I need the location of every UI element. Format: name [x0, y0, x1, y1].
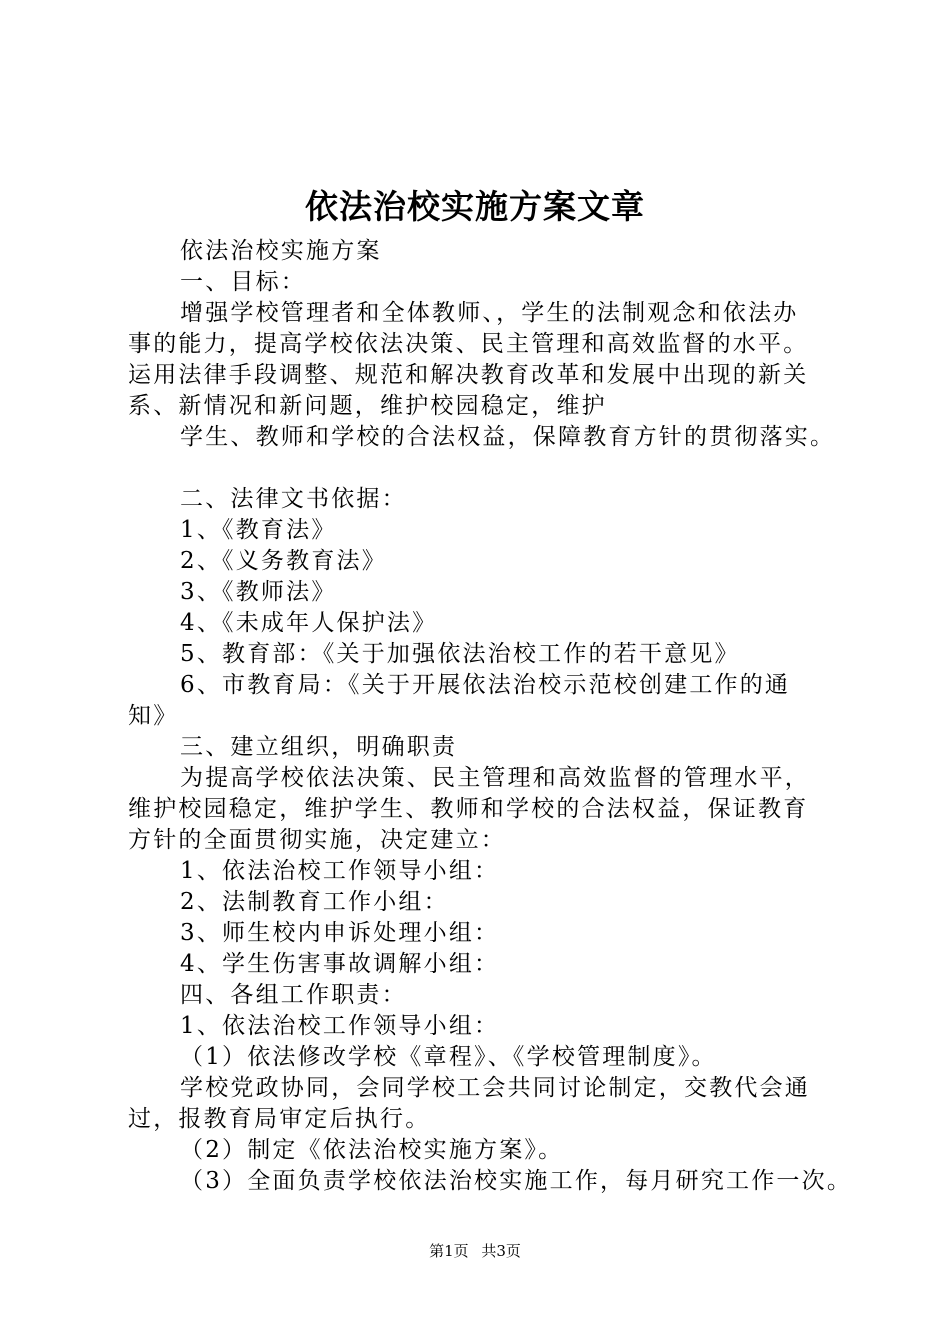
text-line: 学生、教师和学校的合法权益，保障教育方针的贯彻落实。: [180, 424, 836, 450]
text-line: 6、市教育局：《关于开展依法治校示范校创建工作的通: [180, 672, 791, 698]
blank-line: [128, 453, 840, 484]
text-line: 4、学生伤害事故调解小组：: [180, 951, 500, 977]
page-number: 第1页: [429, 1242, 469, 1260]
text-line: 方针的全面贯彻实施，决定建立：: [128, 827, 506, 853]
text-line: 一、目标：: [180, 269, 306, 295]
page-total: 共3页: [481, 1242, 521, 1260]
text-line: 1、《教育法》: [180, 517, 337, 543]
text-line: 二、法律文书依据：: [180, 486, 407, 512]
text-line: （2）制定《依法治校实施方案》。: [180, 1137, 564, 1163]
text-line: 1、依法治校工作领导小组：: [180, 1013, 500, 1039]
text-line: 系、新情况和新问题，维护校园稳定，维护: [128, 393, 607, 419]
text-line: 学校党政协同，会同学校工会共同讨论制定，交教代会通: [180, 1075, 810, 1101]
text-line: 3、师生校内申诉处理小组：: [180, 920, 500, 946]
text-line: 维护校园稳定，维护学生、教师和学校的合法权益，保证教育: [128, 796, 809, 822]
text-line: 3、《教师法》: [180, 579, 337, 605]
text-line: （1）依法修改学校《章程》、《学校管理制度》。: [180, 1044, 717, 1070]
text-line: 三、建立组织，明确职责: [180, 734, 458, 760]
text-line: 依法治校实施方案: [180, 238, 382, 264]
text-line: 2、《义务教育法》: [180, 548, 387, 574]
document-title: 依法治校实施方案文章: [305, 187, 645, 226]
text-line: 增强学校管理者和全体教师、，学生的法制观念和依法办: [180, 300, 799, 326]
text-line: 事的能力，提高学校依法决策、民主管理和高效监督的水平。: [128, 331, 809, 357]
text-line: 2、法制教育工作小组：: [180, 889, 449, 915]
text-line: 过，报教育局审定后执行。: [128, 1106, 431, 1132]
text-line: 知》: [128, 703, 179, 729]
document-body: [128, 236, 853, 1197]
text-line: 为提高学校依法决策、民主管理和高效监督的管理水平，: [180, 765, 810, 791]
text-line: 四、各组工作职责：: [180, 982, 407, 1008]
text-line: （3）全面负责学校依法治校实施工作，每月研究工作一次。: [180, 1168, 853, 1194]
text-line: 1、依法治校工作领导小组：: [180, 858, 500, 884]
text-line: 5、教育部：《关于加强依法治校工作的若干意见》: [180, 641, 740, 667]
text-line: 运用法律手段调整、规范和解决教育改革和发展中出现的新关: [128, 362, 809, 388]
text-line: 4、《未成年人保护法》: [180, 610, 438, 636]
page-footer: [0, 1241, 950, 1261]
